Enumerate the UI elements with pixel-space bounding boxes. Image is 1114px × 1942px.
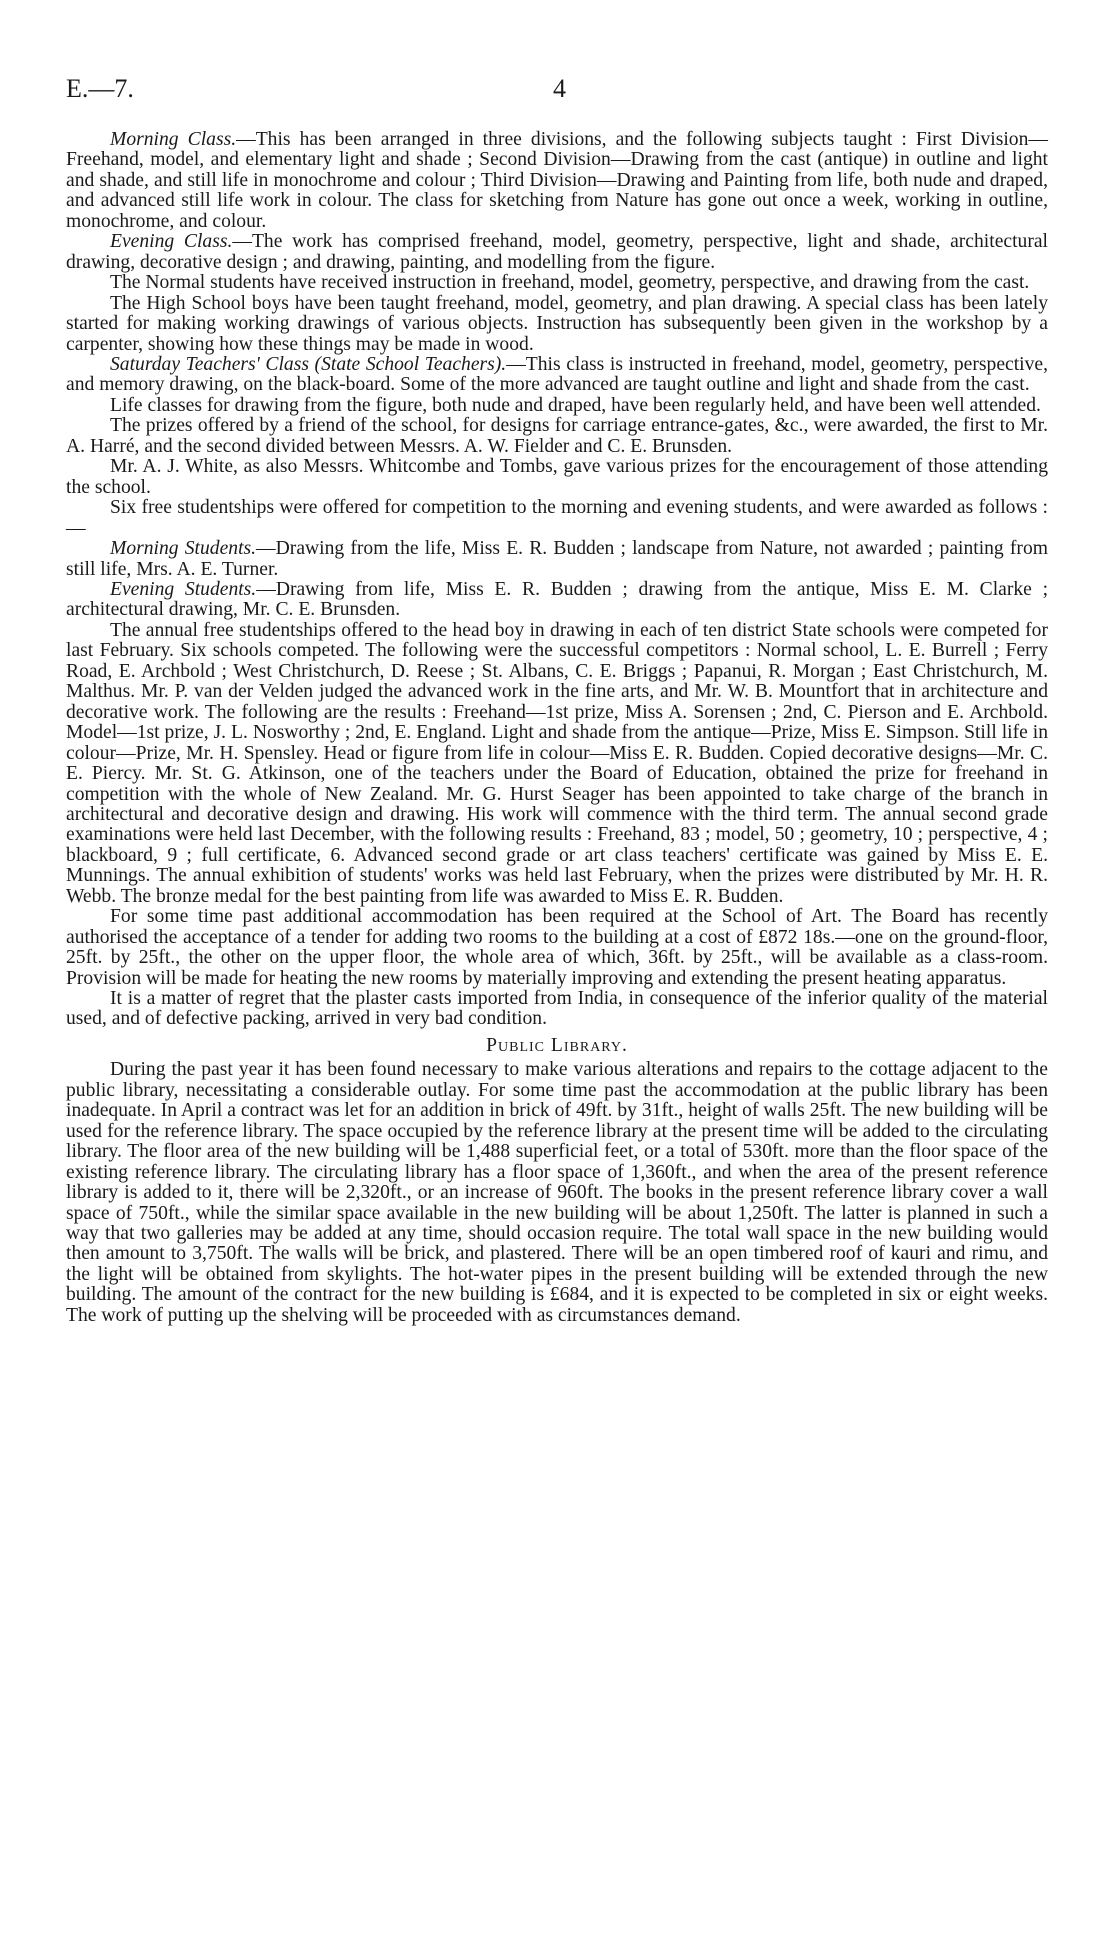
paragraph — [66, 396, 1048, 416]
paragraph-lead: Evening Class. — [110, 231, 233, 253]
paragraph-text: Life classes for drawing from the figure, both nude and draped, have been regularly held, and have been well attended. — [110, 394, 1041, 416]
section-heading — [66, 1036, 1048, 1056]
paragraph-text: —This class is instructed in freehand, model, geometry, perspective, and memory drawing, on the black-board. Some of the more advanced are taught outline and light and shade from the cast. — [66, 353, 1048, 396]
paragraph-text: The annual free studentships offered to the head boy in drawing in each of ten district State schools were competed for last February. Six schools competed. The following were the successful competitors : Normal school, L. E. Burrell ; Ferry Road, E. Archbold ; West Christchurch, D. Reese ; St. Albans, C. E. Briggs ; Papanui, R. Morgan ; East Christchurch, M. Malthus. Mr. P. van der Velden judged the advanced work in the fine arts, and Mr. W. B. Mountfort that in architecture and decorative work. The following are the results : Freehand—1st prize, Miss A. Sorensen ; 2nd, C. Pierson and E. Archbold. Model—1st prize, J. L. Nosworthy ; 2nd, E. England. Light and shade from the antique—Prize, Miss E. Simpson. Still life in colour—Prize, Mr. H. Spensley. Head or figure from life in colour—Miss E. R. Budden. Copied decorative designs—Mr. C. E. Piercy. Mr. St. G. Atkinson, one of the teachers under the Board of Education, obtained the prize for freehand in competition with the whole of New Zealand. Mr. G. Hurst Seager has been appointed to take charge of the branch in architectural and decorative design and drawing. His work will commence with the third term. The annual second grade examinations were held last December, with the following results : Freehand, 83 ; model, 50 ; geometry, 10 ; perspective, 4 ; blackboard, 9 ; full certificate, 6. Advanced second grade or art class teachers' certificate was gained by Miss E. E. Munnings. The annual exhibition of students' works was held last February, when the prizes were distributed by Mr. H. R. Webb. The bronze medal for the best painting from life was awarded to Miss E. R. Budden. — [66, 619, 1048, 907]
paragraph — [66, 294, 1048, 355]
body-text — [66, 130, 1048, 1326]
section-heading-text: Public Library. — [486, 1034, 628, 1056]
paragraph-text: During the past year it has been found necessary to make various alterations and repairs to the cottage adjacent to the public library, necessitating a considerable outlay. For some time past the accommodation at the public library has been inadequate. In April a contract was let for an addition in brick of 49ft. by 31ft., height of walls 25ft. The new building will be used for the reference library. The space occupied by the reference library at the present time will be added to the circulating library. The floor area of the new building will be 1,488 superficial feet, or a total of 530ft. more than the floor space of the existing reference library. The circulating library has a floor space of 1,360ft., and when the area of the present reference library is added to it, there will be 2,320ft., or an increase of 960ft. The books in the present reference library cover a wall space of 750ft., while the similar space available in the new building will be about 1,250ft. The latter is planned in such a way that two galleries may be added at any time, should occasion require. The total wall space in the new building would then amount to 3,750ft. The walls will be brick, and plastered. There will be an open timbered roof of kauri and rimu, and the light will be obtained from skylights. The hot-water pipes in the present building will be extended through the new building. The amount of the contract for the new building is £684, and it is expected to be completed in six or eight weeks. The work of putting up the shelving will be proceeded with as circumstances demand. — [66, 1059, 1048, 1326]
paragraph — [66, 273, 1048, 293]
paragraph — [66, 539, 1048, 580]
paragraph-text: —This has been arranged in three divisions, and the following subjects taught : First Division—Freehand, model, and elementary light and shade ; Second Division—Drawing from the cast (antique) in outline and light and shade, and still life in monochrome and colour ; Third Division—Drawing and Painting from life, both nude and draped, and advanced still life work in colour. The class for sketching from Nature has gone out once a week, working in outline, monochrome, and colour. — [66, 129, 1048, 232]
paragraph-text: —The work has comprised freehand, model, geometry, perspective, light and shade, architectural drawing, decorative design ; and drawing, painting, and modelling from the figure. — [66, 231, 1048, 273]
paragraph-text: Mr. A. J. White, as also Messrs. Whitcombe and Tombs, gave various prizes for the encouragement of those attending the school. — [66, 456, 1048, 498]
paragraph-lead: Morning Class. — [110, 129, 237, 150]
paragraph — [66, 580, 1048, 621]
page-number: 4 — [553, 74, 566, 103]
paragraph-lead: Saturday Teachers' Class (State School Teachers). — [110, 353, 507, 375]
document-reference: E.—7. — [66, 74, 134, 103]
paragraph-text: The High School boys have been taught freehand, model, geometry, and plan drawing. A special class has been lately started for making working drawings of various objects. Instruction has subsequently been given in the workshop by a carpenter, showing how these things may be made in wood. — [66, 292, 1048, 355]
paragraph-text: —Drawing from life, Miss E. R. Budden ; drawing from the antique, Miss E. M. Clarke ; architectural drawing, Mr. C. E. Brunsden. — [66, 578, 1049, 621]
paragraph — [66, 498, 1048, 539]
paragraph-text: It is a matter of regret that the plaster casts imported from India, in consequence of the inferior quality of the material used, and of defective packing, arrived in very bad condition. — [66, 988, 1048, 1030]
paragraph-lead: Evening Students. — [110, 578, 257, 600]
paragraph — [66, 416, 1048, 457]
paragraph — [66, 130, 1048, 232]
paragraph-text: Six free studentships were offered for competition to the morning and evening students, and were awarded as follows :— — [66, 497, 1048, 539]
paragraph-text: For some time past additional accommodation has been required at the School of Art. The Board has recently authorised the acceptance of a tender for adding two rooms to the building at a cost of £872 18s.—one on the ground-floor, 25ft. by 25ft., the other on the upper floor, the whole area of which, 36ft. by 25ft., will be available as a class-room. Provision will be made for heating the new rooms by materially improving and extending the present heating apparatus. — [66, 906, 1048, 989]
paragraph — [66, 989, 1048, 1030]
paragraph — [66, 621, 1048, 907]
paragraph — [66, 1060, 1048, 1326]
paragraph-text: —Drawing from the life, Miss E. R. Budden ; landscape from Nature, not awarded ; painting from still life, Mrs. A. E. Turner. — [66, 538, 1048, 580]
paragraph — [66, 355, 1048, 396]
paragraph-text: The prizes offered by a friend of the school, for designs for carriage entrance-gates, &c., were awarded, the first to Mr. A. Harré, and the second divided between Messrs. A. W. Fielder and C. E. Brunsden. — [66, 415, 1048, 457]
page-header — [66, 74, 1046, 104]
paragraph — [66, 907, 1048, 989]
paragraph-lead: Morning Students. — [110, 538, 257, 560]
paragraph — [66, 457, 1048, 498]
paragraph-text: The Normal students have received instruction in freehand, model, geometry, perspective, and drawing from the cast. — [110, 272, 1030, 294]
paragraph — [66, 232, 1048, 273]
